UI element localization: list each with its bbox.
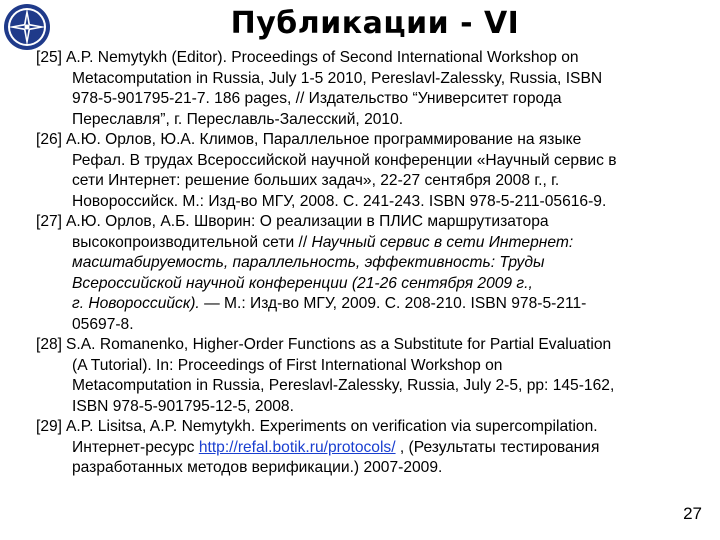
- reference-number: [27]: [36, 213, 63, 230]
- reference-item-26: [26] А.Ю. Орлов, Ю.А. Климов, Параллельное программирование на языке Рефал. В трудах Всероссийской научной конференции «Научный сервис в сети Интернет: решение больших задач», 22-27 сентября 2008 г., г. Новороссийск. М.: Изд-во МГУ, 2008. С. 241-243. ISBN 978-5-211-05616-9.: [36, 131, 617, 210]
- page-number: 27: [683, 504, 702, 523]
- reference-number: [25]: [36, 49, 63, 66]
- reference-item-25: [25] A.P. Nemytykh (Editor). Proceedings of Second International Workshop on Metacomputation in Russia, July 1-5 2010, Pereslavl-Zalessky, Russia, ISBN 978-5-901795-21-7. 186 pages, // Издательство “Университет города Переславля”, г. Переславль-Залесский, 2010.: [36, 49, 603, 128]
- slide-title: Публикации - VI: [230, 6, 520, 41]
- reference-number: [28]: [36, 336, 63, 353]
- reference-item-29: [29] A.P. Lisitsa, A.P. Nemytykh. Experiments on verification via supercompilation. Интернет-ресурс http://refal.botik.ru/protocols/ , (Результаты тестирования разработанных методов верификации.) 2007-2009.: [36, 418, 600, 476]
- protocols-link[interactable]: http://refal.botik.ru/protocols/: [198, 438, 396, 456]
- reference-list: [36, 48, 712, 479]
- reference-item-27: [27] А.Ю. Орлов, А.Б. Шворин: О реализации в ПЛИС маршрутизатора высокопроизводительной сети // Научный сервис в сети Интернет: масштабируемость, параллельность, эффективность: Труды Всероссийской научной конференции (21-26 сентября 2009 г., г. Новороссийск). — М.: Изд-во МГУ, 2009. С. 208-210. ISBN 978-5-211- 05697-8.: [36, 213, 587, 333]
- reference-number: [26]: [36, 131, 63, 148]
- reference-item-28: [28] S.A. Romanenko, Higher-Order Functions as a Substitute for Partial Evaluation (A Tutorial). In: Proceedings of First International Workshop on Metacomputation in Russia, Pereslavl-Zalessky, Russia, July 2-5, pp: 145-162, ISBN 978-5-901795-12-5, 2008.: [36, 336, 615, 415]
- reference-number: [29]: [36, 418, 63, 435]
